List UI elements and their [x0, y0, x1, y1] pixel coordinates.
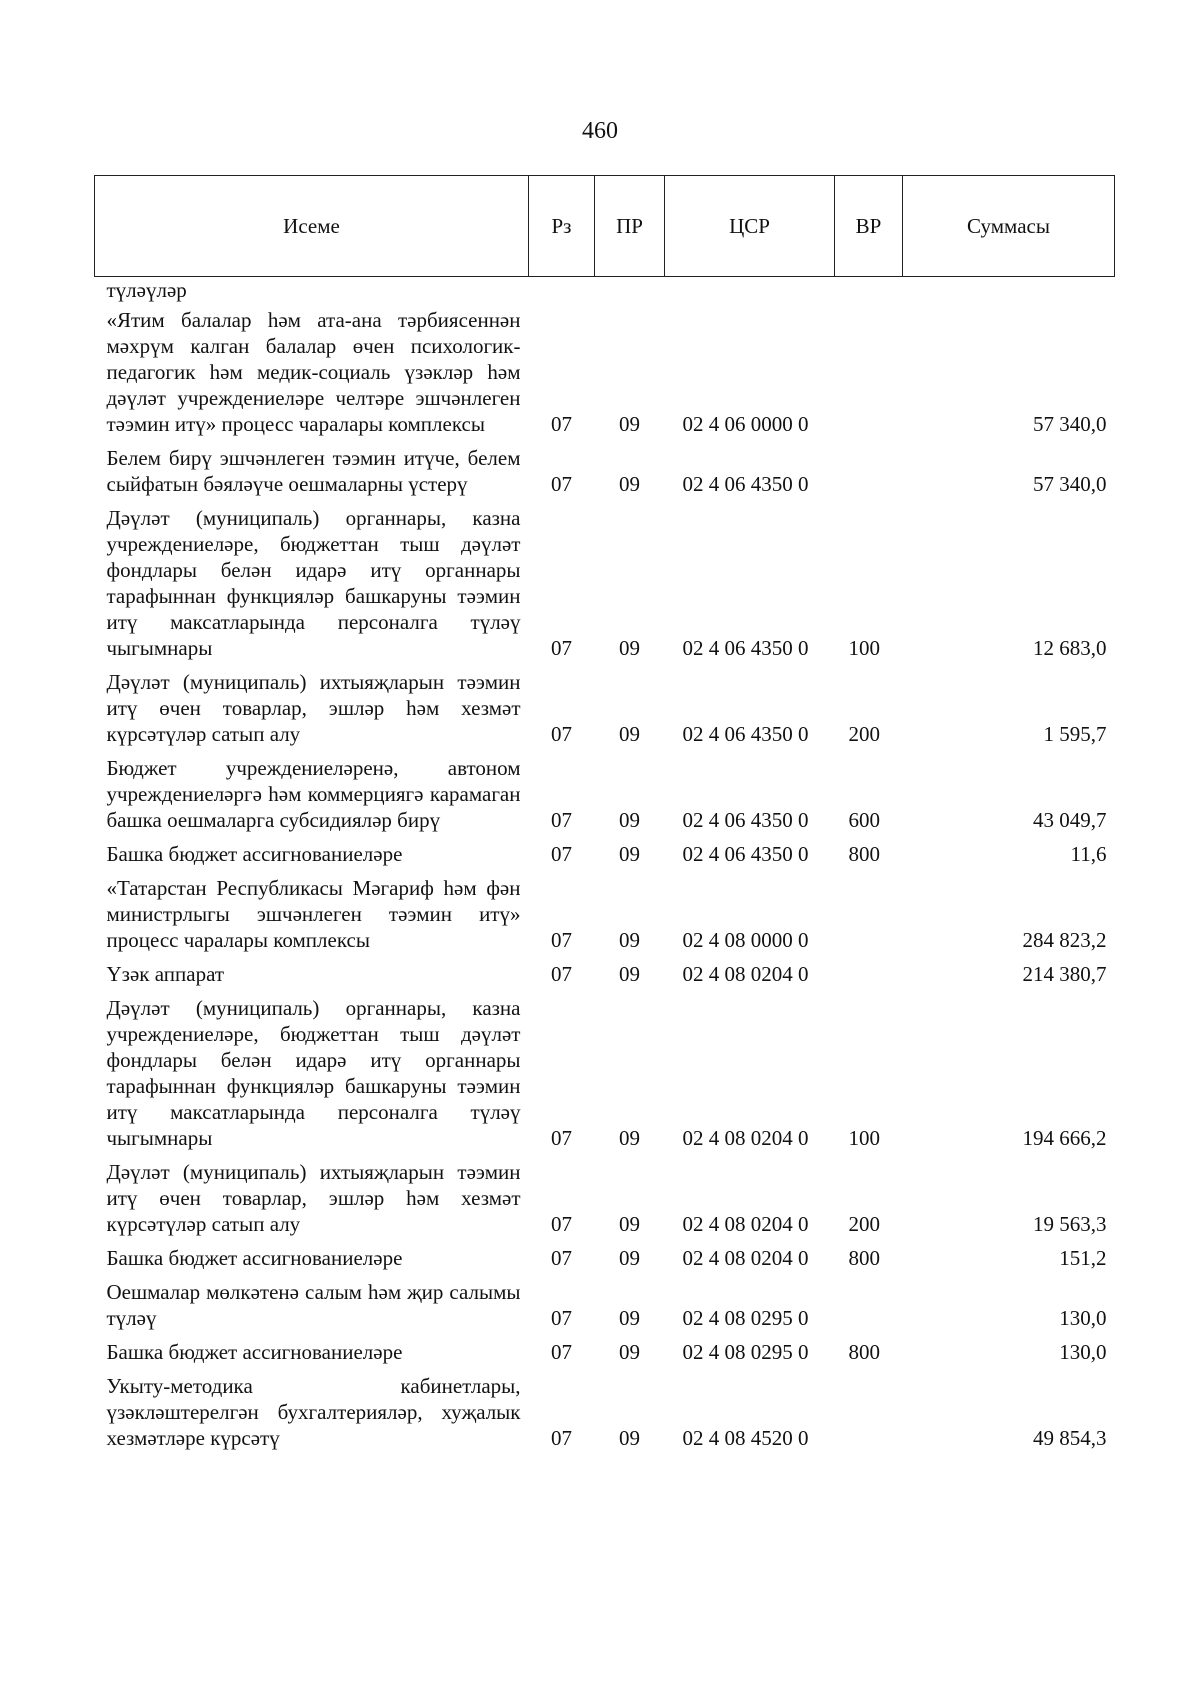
row-name: Башка бюджет ассигнованиеләре: [106, 842, 403, 866]
row-sum: 1 595,7: [1043, 722, 1107, 746]
row-sum: 19 563,3: [1033, 1212, 1107, 1236]
row-csr: 02 4 08 0295 0: [682, 1306, 809, 1330]
row-vr: 200: [848, 1212, 880, 1236]
table-row: [95, 873, 1115, 959]
row-rz: 07: [551, 962, 572, 986]
table-row: [95, 1371, 1115, 1457]
row-name: Башка бюджет ассигнованиеләре: [106, 1246, 403, 1270]
row-rz: 07: [551, 1340, 572, 1364]
row-sum: 57 340,0: [1033, 472, 1107, 496]
table-header-row: [95, 176, 1115, 277]
header-pr: ПР: [595, 176, 665, 277]
row-name: Белем бирү эшчәнлеген тәэмин итүче, белем сыйфатын бәяләүче оешмаларны үстерү: [106, 446, 521, 496]
table-row: [95, 443, 1115, 503]
row-pr: 09: [619, 1212, 640, 1236]
row-vr: 800: [848, 842, 880, 866]
header-rz: Рз: [529, 176, 595, 277]
row-sum: 11,6: [1070, 842, 1107, 866]
header-csr: ЦСР: [665, 176, 835, 277]
row-csr: 02 4 06 4350 0: [682, 808, 809, 832]
row-pr: 09: [619, 808, 640, 832]
row-rz: 07: [551, 1212, 572, 1236]
row-rz: 07: [551, 472, 572, 496]
row-name: Дәүләт (муниципаль) органнары, казна учреждениеләре, бюджеттан тыш дәүләт фондлары белән идарә итү органнары тарафыннан функцияләр башкаруны тәэмин итү максатларында персоналга түләү чыгымнары: [106, 996, 521, 1150]
row-rz: 07: [551, 928, 572, 952]
row-sum: 49 854,3: [1033, 1426, 1107, 1450]
row-rz: 07: [551, 412, 572, 436]
row-pr: 09: [619, 1126, 640, 1150]
row-pr: 09: [619, 412, 640, 436]
row-vr: [835, 1371, 903, 1457]
row-csr: 02 4 08 4520 0: [682, 1426, 809, 1450]
header-name: Исеме: [95, 176, 529, 277]
row-pr: 09: [619, 1306, 640, 1330]
row-csr: 02 4 08 0000 0: [682, 928, 809, 952]
table-row: [95, 1157, 1115, 1243]
row-rz: [529, 277, 595, 306]
row-vr: [835, 443, 903, 503]
table-row: [95, 305, 1115, 443]
row-sum: 12 683,0: [1033, 636, 1107, 660]
row-rz: 07: [551, 722, 572, 746]
header-vr: ВР: [835, 176, 903, 277]
row-sum: 43 049,7: [1033, 808, 1107, 832]
row-pr: 09: [619, 636, 640, 660]
row-name: Дәүләт (муниципаль) органнары, казна учреждениеләре, бюджеттан тыш дәүләт фондлары белән идарә итү органнары тарафыннан функцияләр башкаруны тәэмин итү максатларында персоналга түләү чыгымнары: [106, 506, 521, 660]
row-sum: 284 823,2: [1022, 928, 1107, 952]
table-row: [95, 753, 1115, 839]
row-csr: 02 4 08 0204 0: [682, 1212, 809, 1236]
row-sum: [903, 277, 1115, 306]
row-pr: [595, 277, 665, 306]
row-name: Укыту-методика кабинетлары, үзәкләштерелгән бухгалтерияләр, хуҗалык хезмәтләре күрсәтү: [106, 1374, 521, 1450]
row-csr: 02 4 08 0204 0: [682, 962, 809, 986]
row-rz: 07: [551, 842, 572, 866]
table-row: [95, 839, 1115, 873]
row-sum: 130,0: [1059, 1340, 1107, 1364]
table-row: [95, 1277, 1115, 1337]
page-number: 460: [582, 118, 618, 144]
row-vr: [835, 305, 903, 443]
row-vr: 200: [848, 722, 880, 746]
row-name: Башка бюджет ассигнованиеләре: [106, 1340, 403, 1364]
row-name: түләүләр: [106, 278, 187, 302]
row-vr: [835, 873, 903, 959]
row-sum: 194 666,2: [1022, 1126, 1107, 1150]
row-name: Үзәк аппарат: [106, 962, 225, 986]
row-vr: 100: [848, 636, 880, 660]
row-vr: [835, 1277, 903, 1337]
row-sum: 214 380,7: [1022, 962, 1107, 986]
row-csr: 02 4 08 0204 0: [682, 1126, 809, 1150]
header-sum: Суммасы: [903, 176, 1115, 277]
row-pr: 09: [619, 842, 640, 866]
row-pr: 09: [619, 928, 640, 952]
row-rz: 07: [551, 1126, 572, 1150]
row-vr: 600: [848, 808, 880, 832]
row-csr: 02 4 06 4350 0: [682, 636, 809, 660]
table-row: [95, 1337, 1115, 1371]
table-row: [95, 1243, 1115, 1277]
row-rz: 07: [551, 1426, 572, 1450]
row-csr: 02 4 06 4350 0: [682, 722, 809, 746]
row-sum: 130,0: [1059, 1306, 1107, 1330]
row-csr: 02 4 06 4350 0: [682, 842, 809, 866]
row-name: Бюджет учреждениеләренә, автоном учреждениеләргә һәм коммерциягә карамаган башка оешмаларга субсидияләр бирү: [106, 756, 521, 832]
row-rz: 07: [551, 1306, 572, 1330]
row-csr: 02 4 06 4350 0: [682, 472, 809, 496]
row-rz: 07: [551, 808, 572, 832]
row-name: «Татарстан Республикасы Мәгариф һәм фән министрлыгы эшчәнлеген тәэмин итү» процесс чаралары комплексы: [106, 876, 521, 952]
row-pr: 09: [619, 722, 640, 746]
row-vr: [835, 959, 903, 993]
row-rz: 07: [551, 1246, 572, 1270]
table-row: [95, 993, 1115, 1157]
row-sum: 151,2: [1059, 1246, 1107, 1270]
table-row: [95, 667, 1115, 753]
row-pr: 09: [619, 472, 640, 496]
row-name: Дәүләт (муниципаль) ихтыяҗларын тәэмин итү өчен товарлар, эшләр һәм хезмәт күрсәтүләр сатып алу: [106, 670, 521, 746]
budget-table: [94, 175, 1115, 1457]
table-row: [95, 959, 1115, 993]
row-sum: 57 340,0: [1033, 412, 1107, 436]
row-rz: 07: [551, 636, 572, 660]
row-pr: 09: [619, 962, 640, 986]
row-name: Оешмалар мөлкәтенә салым һәм җир салымы түләү: [106, 1280, 521, 1330]
row-vr: 800: [848, 1340, 880, 1364]
row-name: «Ятим балалар һәм ата-ана тәрбиясеннән мәхрүм калган балалар өчен психологик-педагогик һәм медик-социаль үзәкләр һәм дәүләт учреждениеләре челтәре эшчәнлеген тәэмин итү» процесс чаралары комплексы: [106, 308, 521, 436]
row-csr: [665, 277, 835, 306]
row-vr: [835, 277, 903, 306]
table-row: [95, 503, 1115, 667]
row-pr: 09: [619, 1246, 640, 1270]
table-row: [95, 277, 1115, 306]
row-vr: 100: [848, 1126, 880, 1150]
row-name: Дәүләт (муниципаль) ихтыяҗларын тәэмин итү өчен товарлар, эшләр һәм хезмәт күрсәтүләр сатып алу: [106, 1160, 521, 1236]
row-pr: 09: [619, 1340, 640, 1364]
row-vr: 800: [848, 1246, 880, 1270]
row-pr: 09: [619, 1426, 640, 1450]
row-csr: 02 4 08 0204 0: [682, 1246, 809, 1270]
row-csr: 02 4 08 0295 0: [682, 1340, 809, 1364]
row-csr: 02 4 06 0000 0: [682, 412, 809, 436]
